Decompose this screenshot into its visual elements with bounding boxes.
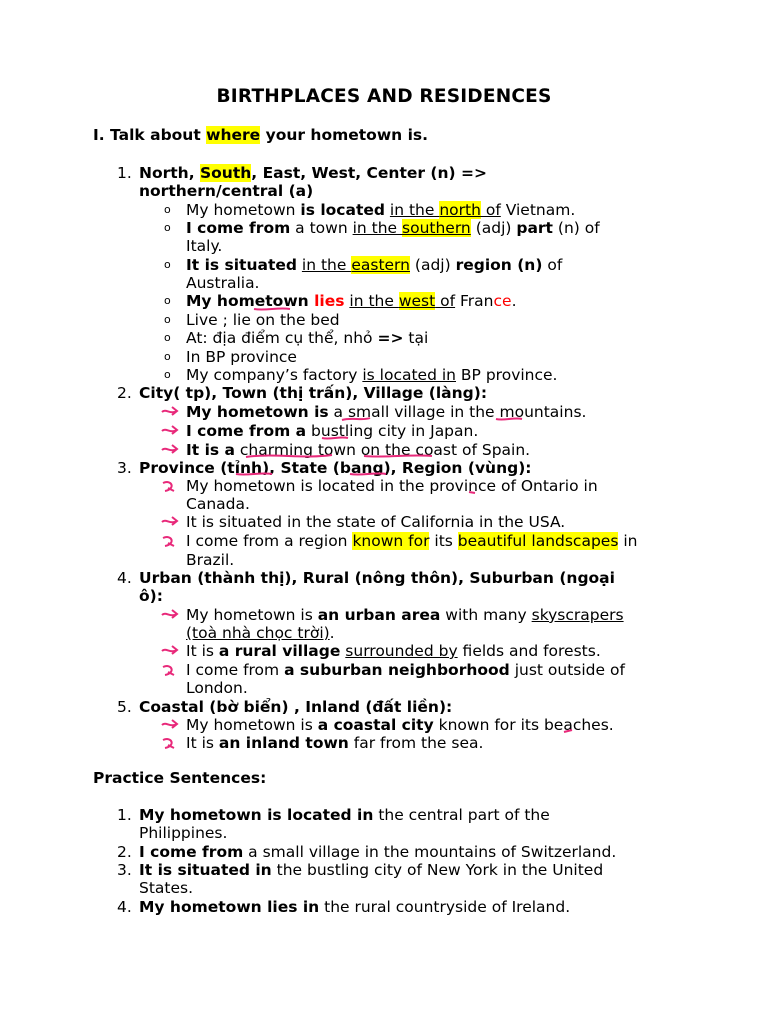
pen-arrow-icon — [160, 718, 180, 736]
circle-bullet-icon: o — [164, 294, 171, 307]
text: in — [618, 532, 638, 550]
underlined-text: is located in — [362, 366, 456, 384]
underlined-text — [302, 256, 410, 274]
text: fields and forests. — [457, 642, 601, 660]
practice-item — [139, 898, 570, 916]
item-heading-cont: ô): — [139, 587, 163, 605]
bold-text: an inland town — [218, 734, 349, 752]
list-item — [186, 734, 483, 752]
text: a town — [290, 219, 353, 237]
text: I come from a region — [186, 532, 353, 550]
item-heading — [139, 164, 487, 182]
text: It is — [186, 642, 219, 660]
highlight-text: north — [439, 201, 481, 219]
page-title: BIRTHPLACES AND RESIDENCES — [216, 86, 552, 107]
list-number: 5. — [117, 698, 132, 716]
list-item — [186, 642, 601, 660]
highlight-text: eastern — [351, 256, 410, 274]
list-item — [186, 219, 600, 237]
text: of — [542, 256, 563, 274]
list-item: It is situated in the state of California in the USA. — [186, 513, 566, 531]
bold-text: It is situated — [186, 256, 297, 274]
circle-bullet-icon: o — [164, 203, 171, 216]
bold-text: is located — [300, 201, 385, 219]
pen-hook-icon — [160, 663, 180, 685]
text: My hometown is — [186, 606, 318, 624]
list-number: 1. — [117, 806, 132, 824]
bold-text: My hometown lies in — [139, 898, 320, 916]
text: My hometown — [186, 201, 301, 219]
circle-bullet-icon: o — [164, 331, 171, 344]
list-item — [186, 201, 575, 219]
text: (adj) — [409, 256, 456, 274]
underlined-text: surrounded by — [345, 642, 458, 660]
bold-text: region (n) — [455, 256, 543, 274]
list-item-cont: Brazil. — [186, 551, 235, 569]
list-item — [186, 716, 614, 734]
text: tại — [403, 329, 429, 347]
text: My hometown is — [186, 716, 318, 734]
item-heading: Urban (thành thị), Rural (nông thôn), Suburban (ngoại — [139, 569, 615, 587]
list-item-cont: Canada. — [186, 495, 250, 513]
bold-text: a rural village — [218, 642, 341, 660]
practice-item — [139, 843, 616, 861]
bold-text: My hometown is located in — [139, 806, 374, 824]
text: Fran — [455, 292, 494, 310]
bold-text: My hometown — [186, 292, 315, 310]
item-heading-cont: northern/central (a) — [139, 182, 314, 200]
list-item-cont: London. — [186, 679, 248, 697]
pen-arrow-icon — [160, 424, 180, 442]
list-item: In BP province — [186, 348, 297, 366]
text: BP province. — [456, 366, 558, 384]
underlined-text — [390, 201, 501, 219]
item-heading: City( tp), Town (thị trấn), Village (làng): — [139, 384, 488, 402]
list-item — [186, 366, 557, 384]
highlight-text: beautiful landscapes — [457, 532, 619, 550]
list-item — [186, 532, 637, 550]
list-item — [186, 403, 586, 421]
text: with many — [440, 606, 532, 624]
list-item: Live ; lie on the bed — [186, 311, 340, 329]
underlined-text: (toà nhà chọc trời) — [186, 624, 330, 642]
text: bustling city in Japan. — [306, 422, 479, 440]
section-heading-suffix: your hometown is. — [260, 126, 428, 144]
practice-item-cont: States. — [139, 879, 194, 897]
highlight-text: west — [398, 292, 436, 310]
bold-text: => — [377, 329, 404, 347]
text: I come from — [186, 661, 285, 679]
pen-hook-icon — [160, 479, 180, 501]
practice-item — [139, 861, 603, 879]
red-bold-text: lies — [314, 292, 345, 310]
text: (adj) — [470, 219, 517, 237]
text: just outside of — [509, 661, 625, 679]
highlight-text: southern — [402, 219, 471, 237]
heading-text: , East, West, Center (n) => — [251, 164, 487, 182]
text: a small village in the mountains of Switzerland. — [243, 843, 617, 861]
practice-item — [139, 806, 550, 824]
text: known for its beaches. — [433, 716, 614, 734]
circle-bullet-icon: o — [164, 258, 171, 271]
pen-arrow-icon — [160, 515, 180, 533]
underlined-text: skyscrapers — [531, 606, 624, 624]
list-item: My hometown is located in the province of Ontario in — [186, 477, 598, 495]
pen-hook-icon — [160, 534, 180, 556]
text: It is — [186, 734, 219, 752]
bold-text: part — [516, 219, 553, 237]
section-heading — [93, 126, 428, 144]
list-item-cont: Italy. — [186, 237, 223, 255]
section-heading-prefix: I. Talk about — [93, 126, 207, 144]
text: My company’s factory — [186, 366, 363, 384]
text: in the — [389, 201, 440, 219]
list-item — [186, 606, 624, 624]
practice-heading: Practice Sentences: — [93, 769, 267, 787]
bold-text: an urban area — [317, 606, 441, 624]
text: charming town on the coast of Spain. — [234, 441, 531, 459]
text: Vietnam. — [500, 201, 576, 219]
list-number: 2. — [117, 843, 132, 861]
text: of — [435, 292, 456, 310]
text: (n) of — [552, 219, 600, 237]
text: its — [429, 532, 458, 550]
text: the central part of the — [373, 806, 550, 824]
list-number: 3. — [117, 861, 132, 879]
red-text: ce — [493, 292, 512, 310]
text: in the — [301, 256, 352, 274]
heading-highlight: South — [200, 164, 252, 182]
list-number: 4. — [117, 898, 132, 916]
text: far from the sea. — [348, 734, 484, 752]
bold-text: My hometown is — [186, 403, 329, 421]
bold-text: a coastal city — [317, 716, 434, 734]
list-item — [186, 441, 530, 459]
circle-bullet-icon: o — [164, 221, 171, 234]
list-item — [186, 256, 562, 274]
bold-text: a suburban neighborhood — [284, 661, 510, 679]
list-item — [186, 422, 478, 440]
circle-bullet-icon: o — [164, 313, 171, 326]
text: of — [480, 201, 501, 219]
text: in the — [352, 219, 403, 237]
list-item — [186, 661, 625, 679]
pen-arrow-icon — [160, 644, 180, 662]
pen-hook-icon — [160, 736, 180, 758]
list-number: 3. — [117, 459, 132, 477]
list-item-cont — [186, 624, 335, 642]
circle-bullet-icon: o — [164, 368, 171, 381]
list-number: 4. — [117, 569, 132, 587]
text: . — [329, 624, 335, 642]
heading-text: North, — [139, 164, 200, 182]
bold-text: I come from — [186, 219, 291, 237]
pen-arrow-icon — [160, 608, 180, 626]
text: the rural countryside of Ireland. — [319, 898, 571, 916]
list-item — [186, 329, 428, 347]
list-item-cont: Australia. — [186, 274, 260, 292]
bold-text: I come from a — [186, 422, 307, 440]
text: the bustling city of New York in the United — [271, 861, 604, 879]
bold-text: It is situated in — [139, 861, 272, 879]
item-heading: Coastal (bờ biển) , Inland (đất liền): — [139, 698, 453, 716]
list-item — [186, 292, 517, 310]
text: in the — [349, 292, 399, 310]
list-number: 1. — [117, 164, 132, 182]
pen-arrow-icon — [160, 405, 180, 423]
item-heading: Province (tỉnh), State (bang), Region (vùng): — [139, 459, 532, 477]
text: a small village in the mountains. — [328, 403, 587, 421]
text: . — [511, 292, 517, 310]
bold-text: I come from — [139, 843, 244, 861]
underlined-text — [349, 292, 455, 310]
circle-bullet-icon: o — [164, 350, 171, 363]
practice-item-cont: Philippines. — [139, 824, 228, 842]
section-heading-highlight: where — [206, 126, 261, 144]
text: At: địa điểm cụ thể, nhỏ — [186, 329, 378, 347]
underlined-text — [353, 219, 471, 237]
list-number: 2. — [117, 384, 132, 402]
bold-text: It is a — [186, 441, 235, 459]
highlight-text: known for — [352, 532, 430, 550]
